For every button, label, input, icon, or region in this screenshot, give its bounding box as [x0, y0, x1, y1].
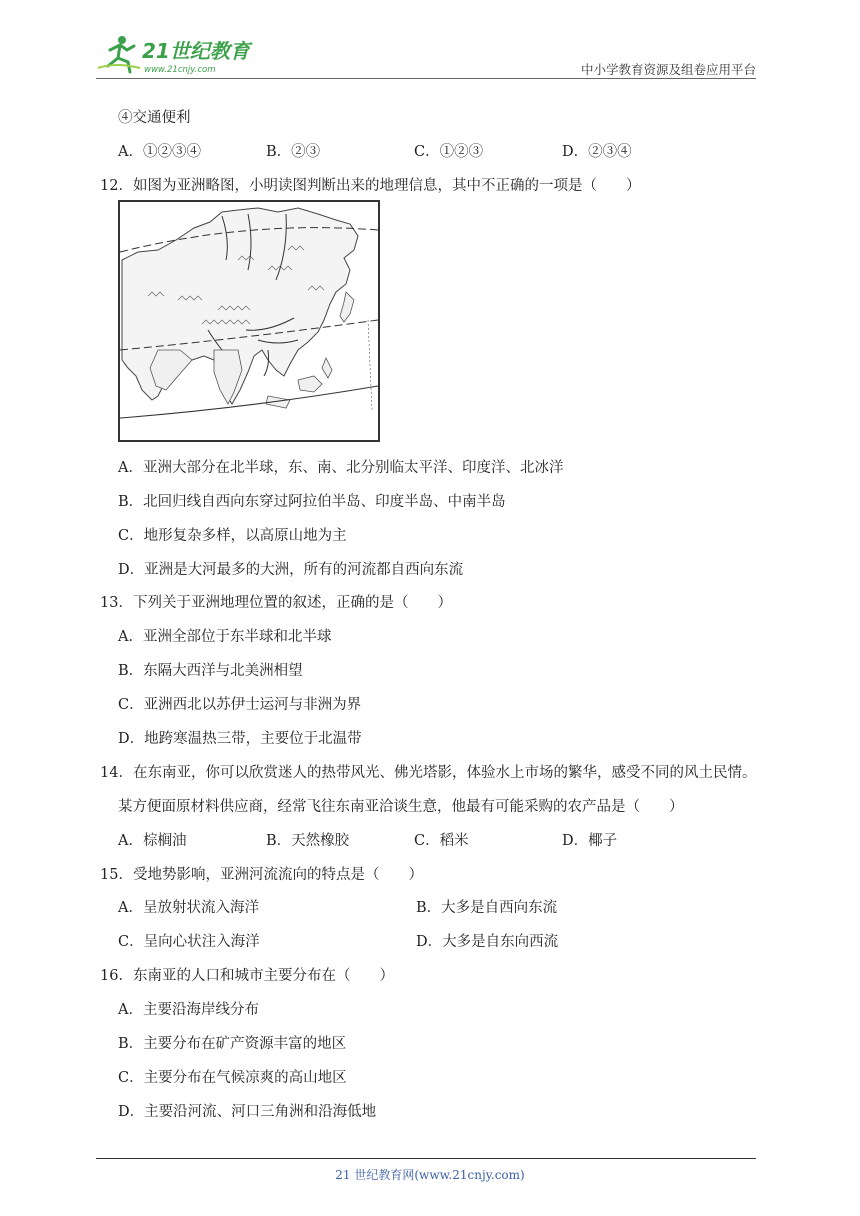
q12-option-a: A．亚洲大部分在北半球，东、南、北分别临太平洋、印度洋、北冰洋 — [118, 460, 564, 476]
q13-option-a: A．亚洲全部位于东半球和北半球 — [118, 629, 332, 645]
q13-option-d: D．地跨寒温热三带，主要位于北温带 — [118, 731, 362, 747]
q16-stem: 16．东南亚的人口和城市主要分布在（ ） — [100, 968, 394, 984]
q11-item-4: ④交通便利 — [118, 110, 191, 126]
q14-stem-line-1: 14．在东南亚，你可以欣赏迷人的热带风光、佛光塔影，体验水上市场的繁华，感受不同的风土民情。 — [100, 765, 757, 781]
q14-stem-line-2: 某方便面原材料供应商，经常飞往东南亚洽谈生意，他最有可能采购的农产品是（ ） — [118, 799, 684, 815]
q13-option-b: B．东隔大西洋与北美洲相望 — [118, 663, 303, 679]
page-header — [96, 30, 756, 78]
header-tagline: 中小学教育资源及组卷应用平台 — [580, 62, 756, 77]
q16-option-a: A．主要沿海岸线分布 — [118, 1002, 259, 1018]
q14-option-a: A．棕榈油 — [118, 833, 187, 849]
asia-map-figure — [118, 200, 380, 442]
q14-option-b: B．天然橡胶 — [266, 833, 350, 849]
q16-option-c: C．主要分布在气候凉爽的高山地区 — [118, 1070, 347, 1086]
q12-option-c: C．地形复杂多样，以高原山地为主 — [118, 528, 347, 544]
q15-option-a: A．呈放射状流入海洋 — [118, 900, 259, 916]
q15-option-d: D．大多是自东向西流 — [416, 934, 559, 950]
q12-option-b: B．北回归线自西向东穿过阿拉伯半岛、印度半岛、中南半岛 — [118, 494, 506, 510]
q15-option-c: C．呈向心状注入海洋 — [118, 934, 260, 950]
footer-text: 21 世纪教育网(www.21cnjy.com) — [335, 1168, 525, 1182]
q12-option-d: D．亚洲是大河最多的大洲，所有的河流都自西向东流 — [118, 562, 464, 578]
site-logo — [96, 32, 266, 76]
q11-option-c: C．①②③ — [414, 144, 484, 160]
q13-stem: 13．下列关于亚洲地理位置的叙述，正确的是（ ） — [100, 595, 452, 611]
q14-option-d: D．椰子 — [562, 833, 618, 849]
q11-option-b: B．②③ — [266, 144, 321, 160]
svg-text:21世纪教育: 21世纪教育 — [142, 39, 250, 63]
svg-text:www.21cnjy.com: www.21cnjy.com — [144, 65, 216, 75]
footer-divider — [96, 1158, 756, 1159]
q12-stem: 12．如图为亚洲略图，小明读图判断出来的地理信息，其中不正确的一项是（ ） — [100, 178, 641, 194]
runner-icon — [98, 36, 140, 72]
q14-option-c: C．稻米 — [414, 833, 469, 849]
header-divider — [96, 78, 756, 79]
q11-option-d: D．②③④ — [562, 144, 632, 160]
q11-option-a: A．①②③④ — [118, 144, 201, 160]
q13-option-c: C．亚洲西北以苏伊士运河与非洲为界 — [118, 697, 362, 713]
q15-stem: 15．受地势影响，亚洲河流流向的特点是（ ） — [100, 867, 423, 883]
q16-option-d: D．主要沿河流、河口三角洲和沿海低地 — [118, 1104, 377, 1120]
q16-option-b: B．主要分布在矿产资源丰富的地区 — [118, 1036, 347, 1052]
q15-option-b: B．大多是自西向东流 — [416, 900, 558, 916]
